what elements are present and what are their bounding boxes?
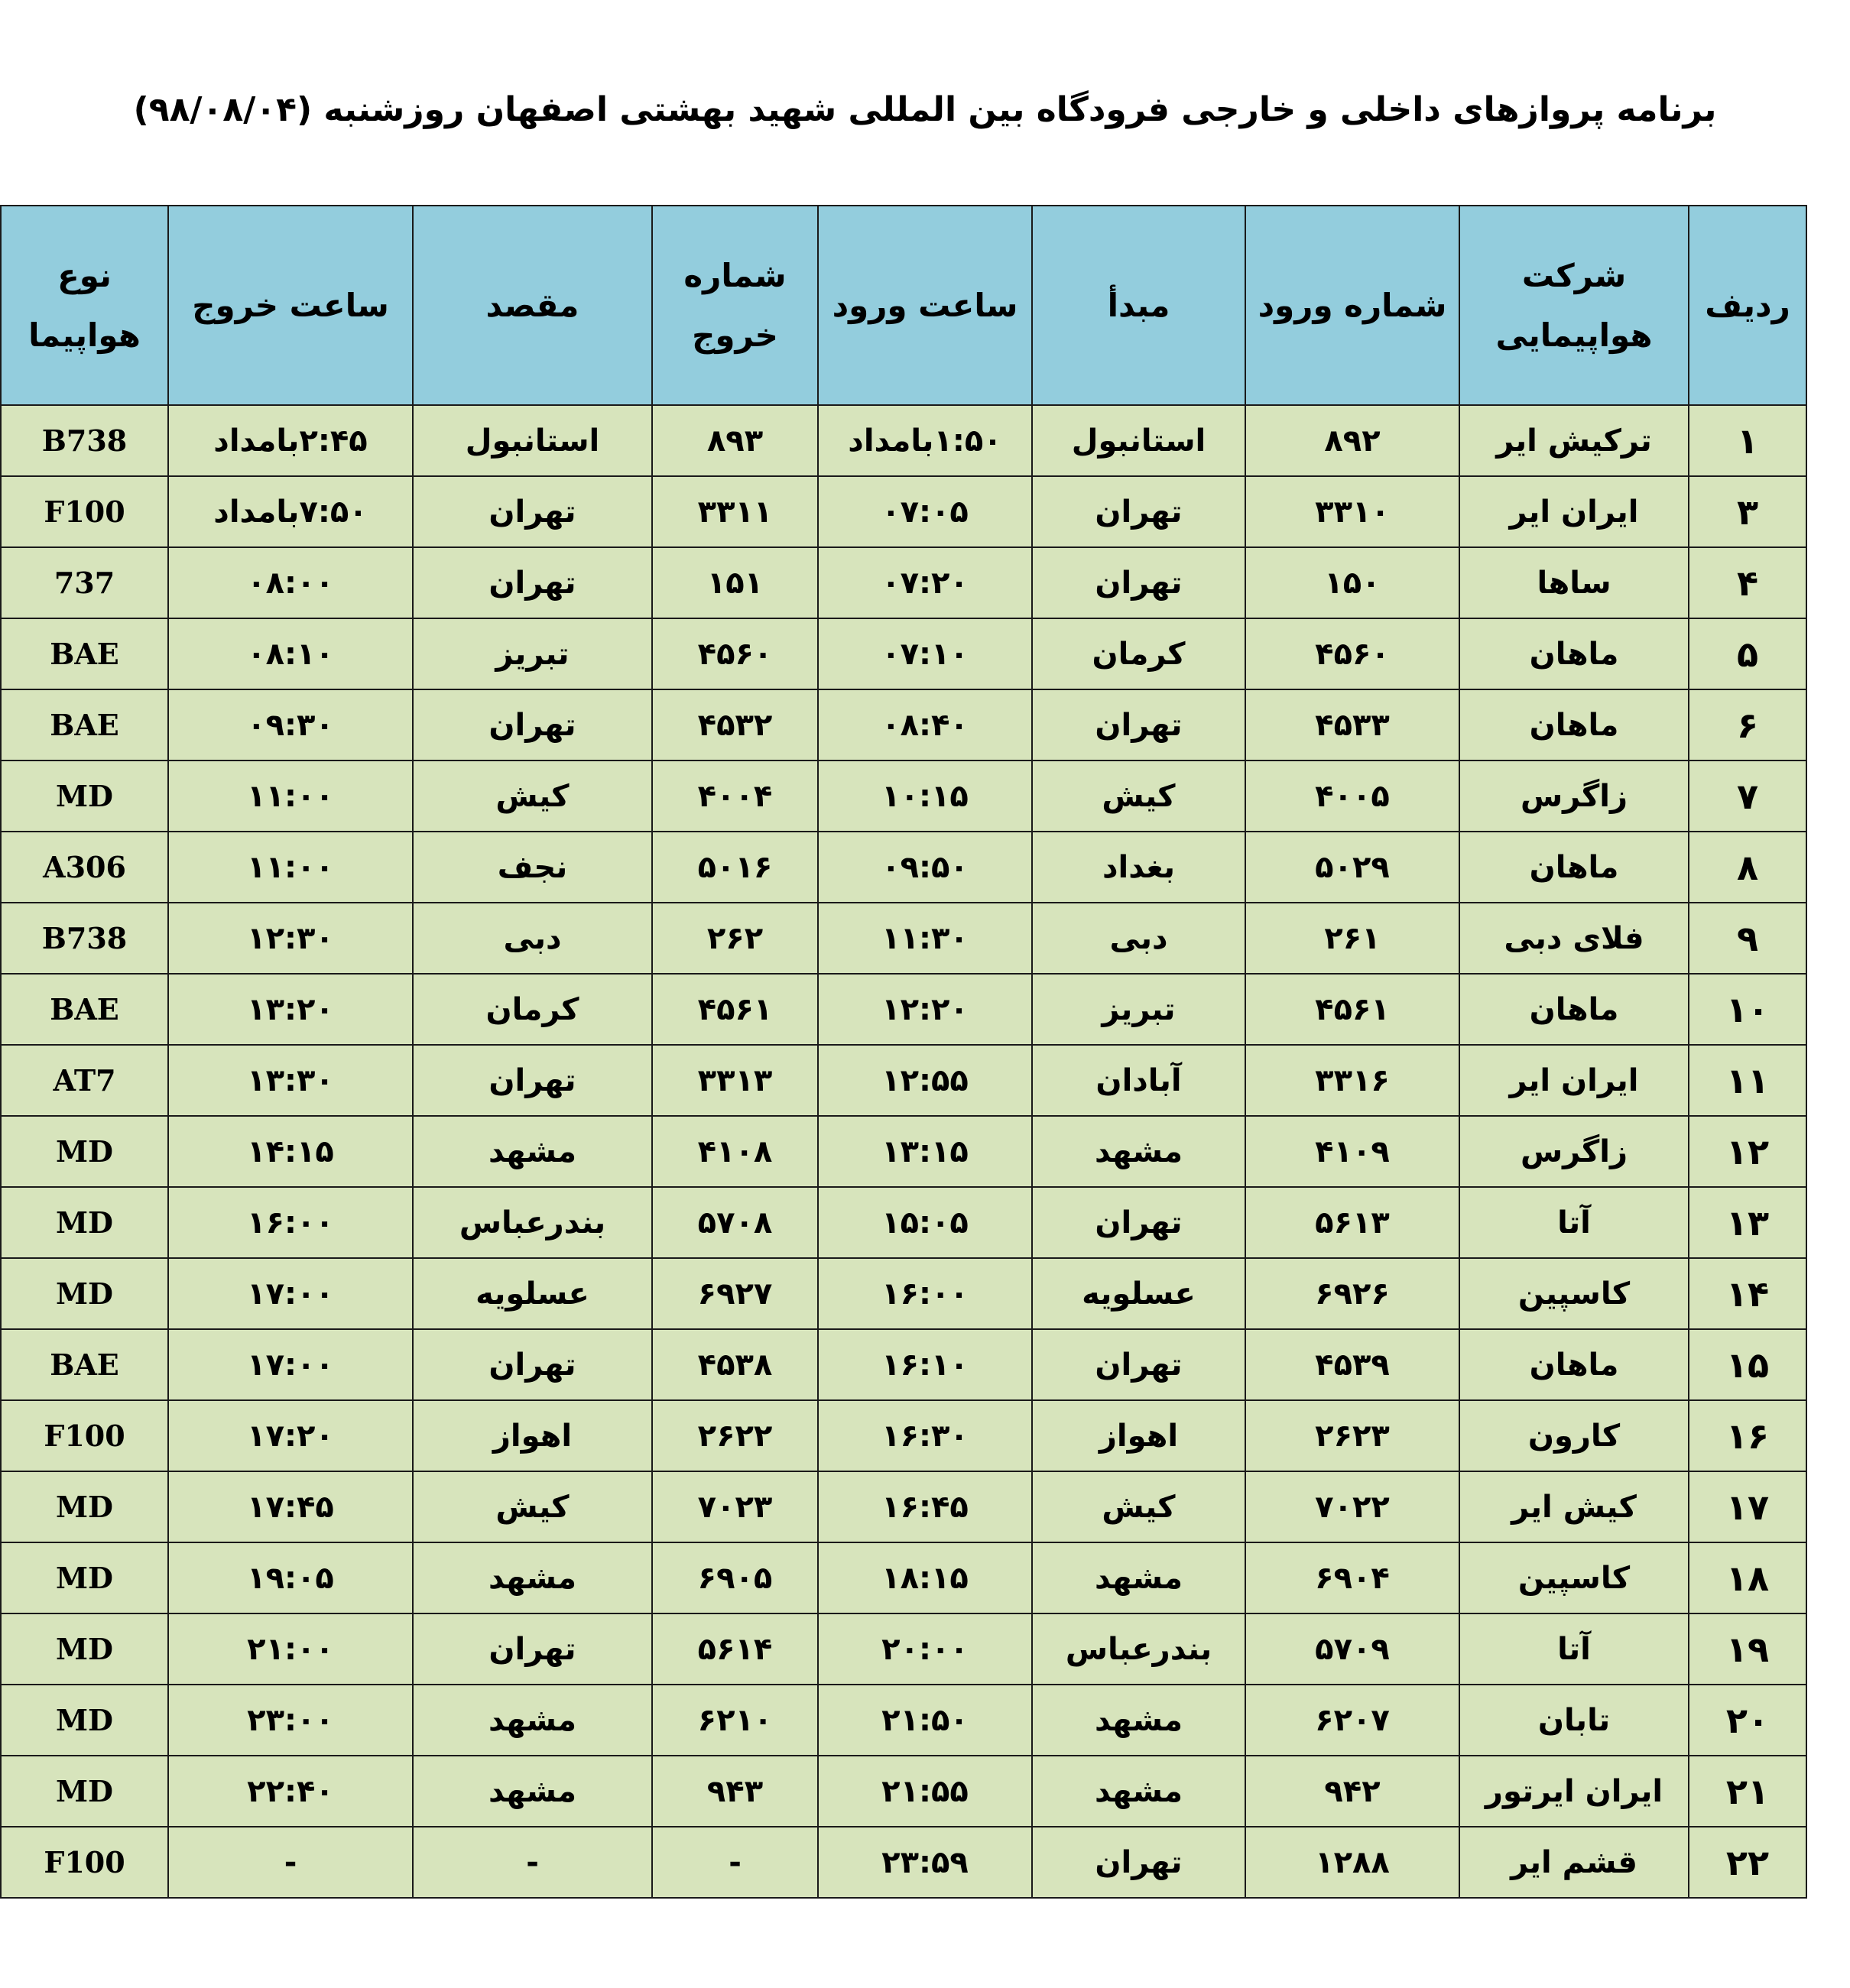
airline-cell: فلای دبی [1459,903,1689,974]
arrival-time-cell: ۲۱:۵۵ [818,1756,1032,1827]
destination-cell: کیش [413,1471,652,1542]
row-number-cell: ۴ [1689,547,1806,618]
table-row [1,547,1806,618]
table-row [1,405,1806,476]
arrival-number-cell: ۳۳۱۶ [1245,1045,1459,1116]
destination-cell: استانبول [413,405,652,476]
origin-cell: تهران [1032,689,1245,760]
departure-time-cell: ۱۷:۰۰ [168,1329,413,1400]
table-row [1,689,1806,760]
airline-cell: ماهان [1459,689,1689,760]
aircraft-type-cell: MD [1,1685,168,1756]
origin-cell: کرمان [1032,618,1245,689]
row-number-cell: ۱۷ [1689,1471,1806,1542]
aircraft-type-cell: MD [1,1471,168,1542]
table-row [1,1116,1806,1187]
table-header-row [1,206,1806,405]
destination-cell: عسلویه [413,1258,652,1329]
origin-cell: تبریز [1032,974,1245,1045]
row-number-cell: ۶ [1689,689,1806,760]
departure-number-cell: ۵۰۱۶ [652,832,818,903]
airline-cell: ماهان [1459,832,1689,903]
row-number-cell: ۱۸ [1689,1542,1806,1613]
arrival-time-cell: ۱۸:۱۵ [818,1542,1032,1613]
origin-cell: مشهد [1032,1116,1245,1187]
header-departure-time: ساعت خروج [168,206,413,405]
departure-time-cell: ۲۳:۰۰ [168,1685,413,1756]
table-row [1,618,1806,689]
row-number-cell: ۲۲ [1689,1827,1806,1898]
arrival-number-cell: ۶۹۰۴ [1245,1542,1459,1613]
header-origin: مبدأ [1032,206,1245,405]
aircraft-type-cell: MD [1,1116,168,1187]
departure-time-cell: ۲:۴۵بامداد [168,405,413,476]
aircraft-type-cell: BAE [1,1329,168,1400]
arrival-time-cell: ۲۰:۰۰ [818,1613,1032,1685]
destination-cell: مشهد [413,1685,652,1756]
table-row [1,1045,1806,1116]
row-number-cell: ۷ [1689,760,1806,832]
departure-time-cell: ۱۷:۴۵ [168,1471,413,1542]
departure-number-cell: ۲۶۲ [652,903,818,974]
destination-cell: دبی [413,903,652,974]
origin-cell: مشهد [1032,1542,1245,1613]
airline-cell: کاسپین [1459,1258,1689,1329]
page-title: برنامه پروازهای داخلی و خارجی فرودگاه بین المللی شهید بهشتی اصفهان روزشنبه (۹۸/۰۸/۰۴) [133,90,1717,129]
destination-cell: تهران [413,1613,652,1685]
airline-cell: ایران ایرتور [1459,1756,1689,1827]
origin-cell: کیش [1032,1471,1245,1542]
departure-time-cell: ۱۹:۰۵ [168,1542,413,1613]
destination-cell: تهران [413,689,652,760]
arrival-time-cell: ۰۸:۴۰ [818,689,1032,760]
origin-cell: اهواز [1032,1400,1245,1471]
destination-cell: بندرعباس [413,1187,652,1258]
table-row [1,1471,1806,1542]
destination-cell: مشهد [413,1756,652,1827]
arrival-number-cell: ۴۱۰۹ [1245,1116,1459,1187]
airline-cell: آتا [1459,1187,1689,1258]
destination-cell: نجف [413,832,652,903]
destination-cell: - [413,1827,652,1898]
table-row [1,903,1806,974]
aircraft-type-cell: F100 [1,1827,168,1898]
departure-time-cell: ۰۹:۳۰ [168,689,413,760]
airline-cell: ماهان [1459,618,1689,689]
airline-cell: کاسپین [1459,1542,1689,1613]
arrival-time-cell: ۱۲:۵۵ [818,1045,1032,1116]
origin-cell: تهران [1032,1827,1245,1898]
departure-number-cell: ۴۵۳۲ [652,689,818,760]
origin-cell: کیش [1032,760,1245,832]
departure-time-cell: ۲۱:۰۰ [168,1613,413,1685]
destination-cell: تهران [413,476,652,547]
destination-cell: تهران [413,547,652,618]
row-number-cell: ۱۰ [1689,974,1806,1045]
departure-time-cell: ۲۲:۴۰ [168,1756,413,1827]
arrival-number-cell: ۴۵۶۱ [1245,974,1459,1045]
airline-cell: ایران ایر [1459,476,1689,547]
arrival-time-cell: ۰۷:۲۰ [818,547,1032,618]
departure-time-cell: - [168,1827,413,1898]
destination-cell: کیش [413,760,652,832]
aircraft-type-cell: B738 [1,903,168,974]
origin-cell: تهران [1032,476,1245,547]
origin-cell: تهران [1032,547,1245,618]
airline-cell: ساها [1459,547,1689,618]
row-number-cell: ۱۵ [1689,1329,1806,1400]
origin-cell: آبادان [1032,1045,1245,1116]
header-arrival-time: ساعت ورود [818,206,1032,405]
origin-cell: عسلویه [1032,1258,1245,1329]
aircraft-type-cell: MD [1,1756,168,1827]
arrival-time-cell: ۰۹:۵۰ [818,832,1032,903]
arrival-time-cell: ۱۶:۰۰ [818,1258,1032,1329]
header-destination: مقصد [413,206,652,405]
row-number-cell: ۱ [1689,405,1806,476]
header-airline: شرکت هواپیمایی [1459,206,1689,405]
aircraft-type-cell: MD [1,760,168,832]
arrival-number-cell: ۵۶۱۳ [1245,1187,1459,1258]
departure-number-cell: ۳۳۱۱ [652,476,818,547]
departure-number-cell: ۱۵۱ [652,547,818,618]
table-row [1,1258,1806,1329]
airline-cell: ماهان [1459,974,1689,1045]
table-row [1,832,1806,903]
flight-schedule-table [0,205,1807,1899]
airline-cell: قشم ایر [1459,1827,1689,1898]
airline-cell: ایران ایر [1459,1045,1689,1116]
departure-time-cell: ۱۷:۲۰ [168,1400,413,1471]
departure-time-cell: ۱۱:۰۰ [168,760,413,832]
arrival-time-cell: ۲۳:۵۹ [818,1827,1032,1898]
airline-cell: کیش ایر [1459,1471,1689,1542]
table-row [1,1400,1806,1471]
aircraft-type-cell: 737 [1,547,168,618]
arrival-number-cell: ۵۷۰۹ [1245,1613,1459,1685]
departure-number-cell: ۴۱۰۸ [652,1116,818,1187]
arrival-time-cell: ۱۰:۱۵ [818,760,1032,832]
row-number-cell: ۱۹ [1689,1613,1806,1685]
row-number-cell: ۱۶ [1689,1400,1806,1471]
departure-time-cell: ۱۴:۱۵ [168,1116,413,1187]
airline-cell: کارون [1459,1400,1689,1471]
arrival-time-cell: ۱:۵۰بامداد [818,405,1032,476]
arrival-time-cell: ۱۶:۱۰ [818,1329,1032,1400]
table-row [1,1329,1806,1400]
arrival-number-cell: ۹۴۲ [1245,1756,1459,1827]
table-row [1,476,1806,547]
row-number-cell: ۹ [1689,903,1806,974]
row-number-cell: ۵ [1689,618,1806,689]
aircraft-type-cell: MD [1,1187,168,1258]
arrival-time-cell: ۱۱:۳۰ [818,903,1032,974]
departure-number-cell: ۴۵۶۱ [652,974,818,1045]
departure-number-cell: - [652,1827,818,1898]
aircraft-type-cell: BAE [1,974,168,1045]
aircraft-type-cell: MD [1,1258,168,1329]
header-row-number: ردیف [1689,206,1806,405]
table-row [1,1613,1806,1685]
origin-cell: مشهد [1032,1756,1245,1827]
origin-cell: استانبول [1032,405,1245,476]
row-number-cell: ۲۱ [1689,1756,1806,1827]
arrival-time-cell: ۰۷:۱۰ [818,618,1032,689]
departure-number-cell: ۴۰۰۴ [652,760,818,832]
aircraft-type-cell: MD [1,1542,168,1613]
origin-cell: بندرعباس [1032,1613,1245,1685]
arrival-time-cell: ۱۲:۲۰ [818,974,1032,1045]
header-arrival-number: شماره ورود [1245,206,1459,405]
arrival-number-cell: ۲۶۱ [1245,903,1459,974]
arrival-number-cell: ۲۶۲۳ [1245,1400,1459,1471]
destination-cell: تهران [413,1045,652,1116]
departure-number-cell: ۶۹۲۷ [652,1258,818,1329]
aircraft-type-cell: F100 [1,1400,168,1471]
row-number-cell: ۸ [1689,832,1806,903]
departure-number-cell: ۵۷۰۸ [652,1187,818,1258]
arrival-number-cell: ۴۵۳۹ [1245,1329,1459,1400]
departure-number-cell: ۷۰۲۳ [652,1471,818,1542]
arrival-time-cell: ۱۵:۰۵ [818,1187,1032,1258]
aircraft-type-cell: F100 [1,476,168,547]
departure-time-cell: ۱۱:۰۰ [168,832,413,903]
arrival-time-cell: ۲۱:۵۰ [818,1685,1032,1756]
airline-cell: زاگرس [1459,760,1689,832]
arrival-time-cell: ۰۷:۰۵ [818,476,1032,547]
departure-time-cell: ۱۲:۳۰ [168,903,413,974]
departure-number-cell: ۴۵۳۸ [652,1329,818,1400]
arrival-number-cell: ۶۲۰۷ [1245,1685,1459,1756]
arrival-number-cell: ۵۰۲۹ [1245,832,1459,903]
aircraft-type-cell: AT7 [1,1045,168,1116]
airline-cell: ترکیش ایر [1459,405,1689,476]
arrival-time-cell: ۱۶:۴۵ [818,1471,1032,1542]
table-body [1,405,1806,1898]
destination-cell: مشهد [413,1116,652,1187]
arrival-number-cell: ۶۹۲۶ [1245,1258,1459,1329]
arrival-number-cell: ۳۳۱۰ [1245,476,1459,547]
departure-time-cell: ۱۳:۲۰ [168,974,413,1045]
airline-cell: ماهان [1459,1329,1689,1400]
departure-number-cell: ۵۶۱۴ [652,1613,818,1685]
origin-cell: دبی [1032,903,1245,974]
arrival-number-cell: ۴۵۶۰ [1245,618,1459,689]
aircraft-type-cell: MD [1,1613,168,1685]
table-row [1,974,1806,1045]
table-row [1,760,1806,832]
airline-cell: تابان [1459,1685,1689,1756]
destination-cell: مشهد [413,1542,652,1613]
destination-cell: اهواز [413,1400,652,1471]
row-number-cell: ۲۰ [1689,1685,1806,1756]
departure-number-cell: ۶۹۰۵ [652,1542,818,1613]
airline-cell: آتا [1459,1613,1689,1685]
aircraft-type-cell: A306 [1,832,168,903]
departure-time-cell: ۷:۵۰بامداد [168,476,413,547]
header-departure-number: شماره خروج [652,206,818,405]
table-row [1,1685,1806,1756]
departure-number-cell: ۸۹۳ [652,405,818,476]
aircraft-type-cell: B738 [1,405,168,476]
destination-cell: کرمان [413,974,652,1045]
departure-number-cell: ۳۳۱۳ [652,1045,818,1116]
departure-time-cell: ۰۸:۱۰ [168,618,413,689]
origin-cell: بغداد [1032,832,1245,903]
arrival-number-cell: ۴۰۰۵ [1245,760,1459,832]
departure-time-cell: ۱۳:۳۰ [168,1045,413,1116]
table-row [1,1542,1806,1613]
row-number-cell: ۱۳ [1689,1187,1806,1258]
departure-time-cell: ۰۸:۰۰ [168,547,413,618]
arrival-number-cell: ۱۵۰ [1245,547,1459,618]
origin-cell: تهران [1032,1187,1245,1258]
aircraft-type-cell: BAE [1,689,168,760]
arrival-number-cell: ۸۹۲ [1245,405,1459,476]
departure-number-cell: ۴۵۶۰ [652,618,818,689]
departure-number-cell: ۶۲۱۰ [652,1685,818,1756]
departure-time-cell: ۱۷:۰۰ [168,1258,413,1329]
origin-cell: مشهد [1032,1685,1245,1756]
arrival-time-cell: ۱۶:۳۰ [818,1400,1032,1471]
arrival-time-cell: ۱۳:۱۵ [818,1116,1032,1187]
row-number-cell: ۳ [1689,476,1806,547]
arrival-number-cell: ۴۵۳۳ [1245,689,1459,760]
departure-number-cell: ۲۶۲۲ [652,1400,818,1471]
destination-cell: تهران [413,1329,652,1400]
departure-number-cell: ۹۴۳ [652,1756,818,1827]
origin-cell: تهران [1032,1329,1245,1400]
arrival-number-cell: ۱۲۸۸ [1245,1827,1459,1898]
departure-time-cell: ۱۶:۰۰ [168,1187,413,1258]
table-row [1,1187,1806,1258]
table-row [1,1756,1806,1827]
table-row [1,1827,1806,1898]
row-number-cell: ۱۴ [1689,1258,1806,1329]
airline-cell: زاگرس [1459,1116,1689,1187]
arrival-number-cell: ۷۰۲۲ [1245,1471,1459,1542]
row-number-cell: ۱۲ [1689,1116,1806,1187]
header-aircraft-type: نوع هواپیما [1,206,168,405]
destination-cell: تبریز [413,618,652,689]
row-number-cell: ۱۱ [1689,1045,1806,1116]
aircraft-type-cell: BAE [1,618,168,689]
